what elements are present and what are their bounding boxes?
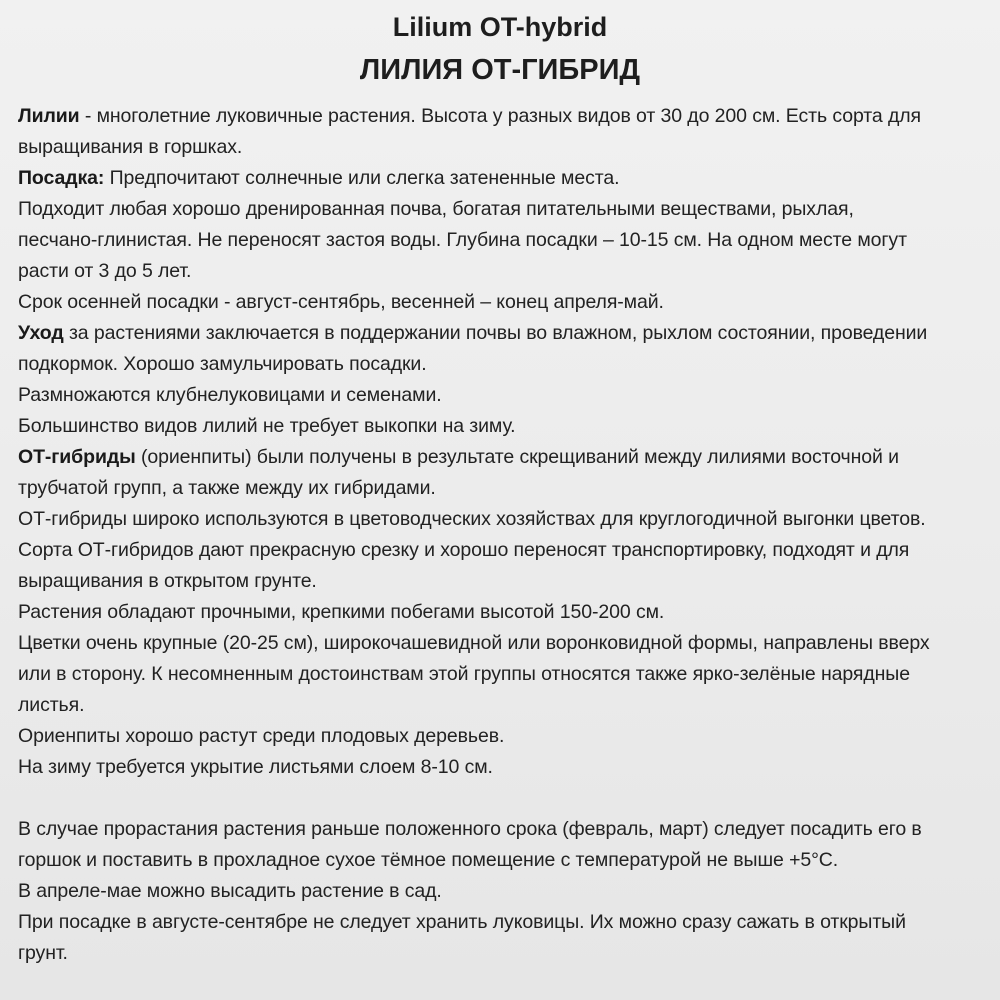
lilies-line-1 <box>18 101 993 132</box>
care-line-2: подкормок. Хорошо замульчировать посадки. <box>18 353 427 375</box>
planting-line-3: песчано-глинистая. Не переносят застоя воды. Глубина посадки – 10-15 см. На одном месте могут <box>18 229 907 251</box>
care-line-3: Размножаются клубнелуковицами и семенами. <box>18 384 442 406</box>
ot-hybrids-line-8: или в сторону. К несомненным достоинствам этой группы относятся также ярко-зелёные нарядные <box>18 663 910 685</box>
ot-hybrids-line-2: трубчатой групп, а также между их гибридами. <box>18 477 436 499</box>
lilies-text-1: - многолетние луковичные растения. Высота у разных видов от 30 до 200 см. Есть сорта для <box>79 105 921 127</box>
note-line-1: В случае прорастания растения раньше положенного срока (февраль, март) следует посадить его в <box>18 818 922 840</box>
planting-line-1 <box>18 163 993 194</box>
note-line-2: горшок и поставить в прохладное сухое тёмное помещение с температурой не выше +5°С. <box>18 849 839 871</box>
ot-hybrids-line-3: ОТ-гибриды широко используются в цветоводческих хозяйствах для круглогодичной выгонки цветов. <box>18 508 926 530</box>
note-line-4: При посадке в августе-сентябре не следует хранить луковицы. Их можно сразу сажать в открытый <box>18 911 906 933</box>
ot-hybrids-line-1 <box>18 442 993 473</box>
title-latin: Lilium OT-hybrid <box>392 12 608 42</box>
care-term: Уход <box>18 322 64 344</box>
ot-hybrids-line-6: Растения обладают прочными, крепкими побегами высотой 150-200 см. <box>18 601 665 623</box>
planting-line-4: расти от 3 до 5 лет. <box>18 260 192 282</box>
ot-hybrids-line-7: Цветки очень крупные (20-25 см), широкочашевидной или воронковидной формы, направлены вверх <box>18 632 930 654</box>
ot-hybrids-line-4: Сорта ОТ-гибридов дают прекрасную срезку и хорошо переносят транспортировку, подходят и для <box>18 539 910 561</box>
description-body <box>18 101 993 969</box>
ot-hybrids-line-10: Ориенпиты хорошо растут среди плодовых деревьев. <box>18 725 505 747</box>
care-text-1: за растениями заключается в поддержании почвы во влажном, рыхлом состоянии, проведении <box>63 322 928 344</box>
title-russian: ЛИЛИЯ ОТ-ГИБРИД <box>359 54 641 86</box>
planting-line-5: Срок осенней посадки - август-сентябрь, весенней – конец апреля-май. <box>18 291 664 313</box>
ot-hybrids-line-5: выращивания в открытом грунте. <box>18 570 317 592</box>
planting-text-1: Предпочитают солнечные или слегка затененные места. <box>104 167 620 189</box>
ot-hybrids-text-1: (ориенпиты) были получены в результате скрещиваний между лилиями восточной и <box>135 446 899 468</box>
care-line-4: Большинство видов лилий не требует выкопки на зиму. <box>18 415 516 437</box>
note-line-5: грунт. <box>18 942 68 964</box>
paragraph-spacer <box>18 783 993 814</box>
ot-hybrids-line-11: На зиму требуется укрытие листьями слоем 8-10 см. <box>18 756 493 778</box>
lilies-term: Лилии <box>18 105 80 127</box>
planting-term: Посадка: <box>18 167 105 189</box>
ot-hybrids-line-9: листья. <box>18 694 85 716</box>
planting-line-2: Подходит любая хорошо дренированная почва, богатая питательными веществами, рыхлая, <box>18 198 854 220</box>
note-line-3: В апреле-мае можно высадить растение в сад. <box>18 880 442 902</box>
ot-hybrids-term: ОТ-гибриды <box>18 446 136 468</box>
lilies-line-2: выращивания в горшках. <box>18 136 243 158</box>
care-line-1 <box>18 318 993 349</box>
